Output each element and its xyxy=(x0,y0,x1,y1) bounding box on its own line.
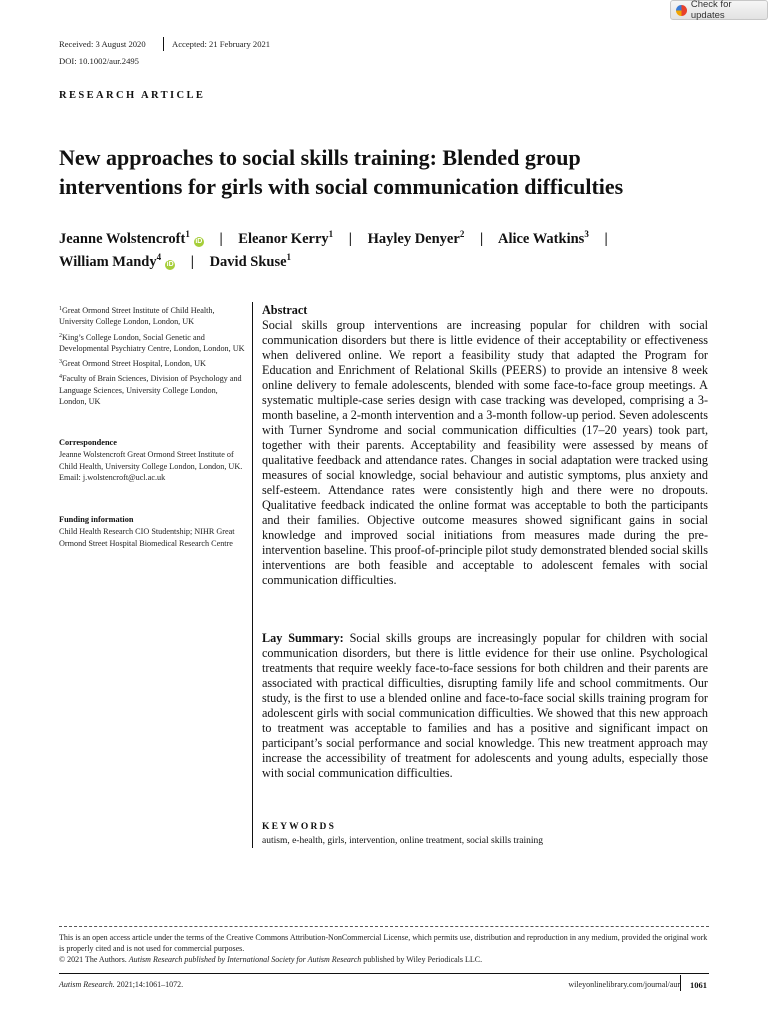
doi[interactable]: DOI: 10.1002/aur.2495 xyxy=(59,56,139,66)
lay-summary-text: Social skills groups are increasingly popular for children with social communication disorders, but there is little evidence for their use online. Psychological treatments that require weekly face-to-face sessions for both children and their parents are associated with practical difficulties, disrupting family life and school commitments. Our study, is the first to use a blended online and face-to-face social skills training program for adolescent girls with social communication difficulties. We showed that this new approach to treatment was acceptable to families and has a positive and significant impact on participant’s social performance and social knowledge. This new treatment approach may increase the accessibility of treatment for adolescents and young adults, especially those with social communication difficulties. xyxy=(262,631,708,780)
received-date: Received: 3 August 2020 xyxy=(59,39,146,49)
affiliation: $^4$Faculty of Brain Sciences, Division of Psychology and Language Sciences, University College London, London, UK xyxy=(59,374,242,407)
author-name[interactable]: Hayley Denyer$^2$ xyxy=(367,229,465,247)
abstract-text: Social skills group interventions are increasing popular for children with social communication disorders but there is little evidence of their acceptability or effectiveness when delivered online. We report a feasibility study that adapted the Program for Education and Enrichment of Relational Skills (PEERS) to provide an intensive 8 week online delivery to female adolescents, blended with some face-to-face group meetings. A systematic multiple-case series design with case tracking was developed, comprising a 3-month baseline, a 2-month intervention and a 3-month follow-up period. Seven adolescents with Turner Syndrome and social communication difficulties (17–20 years) took part, together with their parents. Acceptability and feasibility were assessed by means of qualitative feedback and attendance rates. Changes in social adaptation were tracked using measures of social knowledge, social behaviour and autistic symptoms, plus anxiety and self-esteem. Attendance rates were consistently high and there were no dropouts. Qualitative feedback indicated the online format was acceptable to both the participants and their families. Objective outcome measures showed significant gains in social knowledge and improved social initiations from measures made during the pre-intervention baseline. This proof-of-principle pilot study demonstrated blended social skills interventions are both feasible and acceptable to adolescent females with social communication difficulties. xyxy=(262,318,708,587)
check-for-updates-label: Check for updates xyxy=(690,0,732,21)
funding-text: Child Health Research CIO Studentship; NIHR Great Ormond Street Hospital Biomedical Research Centre xyxy=(59,527,235,548)
footer-divider xyxy=(680,975,681,991)
license-divider xyxy=(59,926,709,927)
affiliation: $^3$Great Ormond Street Hospital, London, UK xyxy=(59,359,206,369)
title-line-2: interventions for girls with social communication difficulties xyxy=(59,174,624,199)
correspondence-heading: Correspondence xyxy=(59,438,117,447)
copyright-line: © 2021 The Authors. Autism Research published by International Society for Autism Research published by Wiley Periodicals LLC. xyxy=(59,955,483,964)
author-name[interactable]: William Mandy$^4$ xyxy=(59,252,162,270)
author-name[interactable]: Eleanor Kerry$^1$ xyxy=(238,229,334,247)
orcid-icon[interactable]: iD xyxy=(195,238,203,245)
author-separator: | xyxy=(479,231,484,247)
author-separator: | xyxy=(604,231,608,247)
article-type: RESEARCH ARTICLE xyxy=(59,90,206,101)
funding-block xyxy=(59,514,245,549)
author-line-1 xyxy=(59,228,719,251)
article-title xyxy=(59,143,699,201)
author-name[interactable]: David Skuse$^1$ xyxy=(209,252,292,270)
license-text: This is an open access article under the terms of the Creative Commons Attribution-NonCommercial License, which permits use, distribution and reproduction in any medium, provided the original work is properly cited and is not used for commercial purposes. xyxy=(59,933,708,953)
accepted-date: Accepted: 21 February 2021 xyxy=(172,39,271,49)
correspondence-email[interactable]: Email: j.wolstencroft@ucl.ac.uk xyxy=(59,472,166,482)
keywords-heading: KEYWORDS xyxy=(262,822,337,832)
correspondence-text: Jeanne Wolstencroft Great Ormond Street Institute of Child Health, University College London, London, UK. xyxy=(59,450,243,471)
author-list xyxy=(59,228,719,274)
author-name[interactable]: Jeanne Wolstencroft$^1$ xyxy=(59,229,190,247)
author-line-2 xyxy=(59,251,719,274)
abstract-heading: Abstract xyxy=(262,303,308,317)
page-number: 1061 xyxy=(690,980,707,990)
abstract-section xyxy=(262,303,708,588)
meta-divider xyxy=(163,37,164,51)
author-name[interactable]: Alice Watkins$^3$ xyxy=(497,229,589,247)
journal-citation: Autism Research. 2021;14:1061–1072. xyxy=(59,980,184,989)
keywords-text: autism, e-health, girls, intervention, online treatment, social skills training xyxy=(262,836,543,846)
correspondence-block xyxy=(59,437,245,483)
title-line-1: New approaches to social skills training: Blended group xyxy=(59,145,581,170)
funding-heading: Funding information xyxy=(59,515,134,524)
column-divider xyxy=(252,302,253,848)
footer-rule xyxy=(59,973,709,974)
affiliations xyxy=(59,305,245,411)
lay-summary-section xyxy=(262,631,708,781)
license-notice xyxy=(59,932,709,965)
lay-summary-heading: Lay Summary: xyxy=(262,631,344,645)
author-separator: | xyxy=(219,231,223,247)
journal-url[interactable]: wileyonlinelibrary.com/journal/aur xyxy=(568,980,680,989)
affiliation: $^2$King’s College London, Social Genetic and Developmental Psychiatry Centre, London, London, UK xyxy=(59,332,245,353)
affiliation: $^1$Great Ormond Street Institute of Child Health, University College London, London, UK xyxy=(59,306,215,327)
check-for-updates-button[interactable] xyxy=(670,0,768,20)
author-separator: | xyxy=(348,231,352,247)
author-separator: | xyxy=(190,254,194,270)
orcid-icon[interactable]: iD xyxy=(166,261,174,268)
lay-summary-paragraph xyxy=(262,631,708,781)
crossmark-icon xyxy=(676,5,687,16)
